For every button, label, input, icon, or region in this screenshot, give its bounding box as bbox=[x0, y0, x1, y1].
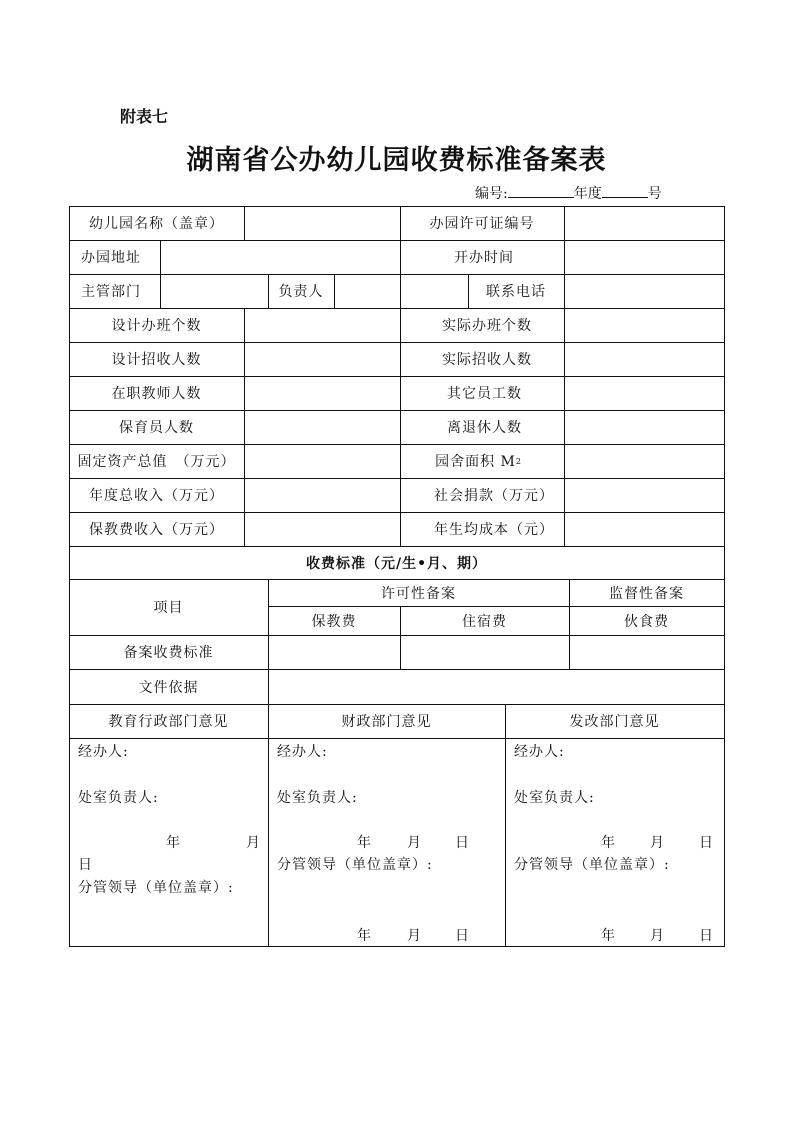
document-basis-label: 文件依据 bbox=[138, 679, 199, 696]
licensed-filing-header: 许可性备案 bbox=[381, 585, 456, 602]
actual-classes-field[interactable] bbox=[564, 308, 724, 342]
year-label: 年度 bbox=[573, 186, 602, 202]
cost-per-student-field[interactable] bbox=[564, 512, 724, 546]
kindergarten-name-field[interactable] bbox=[244, 206, 400, 240]
tuition-fee-field[interactable] bbox=[268, 635, 400, 669]
annex-label: 附表七 bbox=[120, 107, 169, 126]
year-text: 年 bbox=[166, 835, 181, 851]
finance-dept-header: 财政部门意见 bbox=[341, 714, 432, 730]
designed-enrollment-label: 设计招收人数 bbox=[111, 352, 202, 368]
building-area-field[interactable] bbox=[564, 444, 724, 478]
other-staff-field[interactable] bbox=[564, 376, 724, 410]
day-text: 日 bbox=[455, 928, 470, 944]
person-in-charge-field[interactable] bbox=[334, 274, 468, 308]
designed-enrollment-field[interactable] bbox=[244, 342, 400, 376]
year-field[interactable] bbox=[602, 183, 648, 198]
boarding-fee-header: 住宿费 bbox=[462, 613, 507, 630]
cost-per-student-label: 年生均成本（元） bbox=[434, 522, 554, 538]
address-field[interactable] bbox=[160, 240, 400, 274]
office-head-label: 处室负责人: bbox=[277, 790, 358, 806]
serial-line bbox=[475, 183, 662, 203]
handler-label: 经办人: bbox=[277, 744, 328, 760]
page-title: 湖南省公办幼儿园收费标准备案表 bbox=[186, 145, 607, 176]
retirees-label: 离退休人数 bbox=[447, 420, 522, 436]
authority-label: 主管部门 bbox=[81, 284, 141, 300]
month-text: 月 bbox=[650, 928, 665, 944]
fixed-assets-field[interactable] bbox=[244, 444, 400, 478]
fee-standard-title: 收费标准（元/生•月、期） bbox=[305, 555, 488, 572]
license-number-label: 办园许可证编号 bbox=[429, 216, 535, 232]
leader-seal-label: 分管领导（单位盖章）: bbox=[514, 857, 670, 873]
handler-label: 经办人: bbox=[78, 744, 129, 760]
year-text: 年 bbox=[601, 835, 616, 851]
tuition-income-field[interactable] bbox=[244, 512, 400, 546]
table-border-bottom bbox=[69, 946, 725, 947]
day-text: 日 bbox=[699, 928, 714, 944]
office-head-label: 处室负责人: bbox=[78, 790, 159, 806]
row-divider bbox=[69, 738, 725, 739]
building-area-label bbox=[400, 444, 564, 478]
opening-time-field[interactable] bbox=[564, 240, 724, 274]
day-text: 日 bbox=[78, 857, 93, 873]
actual-classes-label: 实际办班个数 bbox=[442, 318, 532, 334]
day-text: 日 bbox=[455, 835, 470, 851]
month-text: 月 bbox=[650, 835, 665, 851]
office-head-label: 处室负责人: bbox=[514, 790, 595, 806]
month-text: 月 bbox=[407, 835, 422, 851]
month-text: 月 bbox=[246, 835, 261, 851]
building-area-superscript: 2 bbox=[515, 456, 522, 466]
development-dept-header: 发改部门意见 bbox=[569, 714, 660, 730]
col-divider bbox=[505, 704, 506, 947]
meal-fee-header: 伙食费 bbox=[624, 613, 669, 630]
serial-number-field[interactable] bbox=[508, 183, 574, 198]
phone-label: 联系电话 bbox=[486, 284, 546, 300]
actual-enrollment-field[interactable] bbox=[564, 342, 724, 376]
filed-standard-label: 备案收费标准 bbox=[123, 645, 214, 661]
caregivers-field[interactable] bbox=[244, 410, 400, 444]
teachers-label: 在职教师人数 bbox=[111, 386, 202, 402]
supervised-filing-header: 监督性备案 bbox=[609, 585, 684, 602]
table-border-right bbox=[724, 206, 725, 947]
tuition-fee-header: 保教费 bbox=[311, 613, 357, 630]
year-text: 年 bbox=[601, 928, 616, 944]
caregivers-label: 保育员人数 bbox=[119, 420, 194, 436]
phone-field[interactable] bbox=[564, 274, 724, 308]
kindergarten-name-label: 幼儿园名称（盖章） bbox=[89, 216, 224, 232]
authority-field[interactable] bbox=[160, 274, 268, 308]
designed-classes-field[interactable] bbox=[244, 308, 400, 342]
year-text: 年 bbox=[357, 928, 372, 944]
annual-income-label: 年度总收入（万元） bbox=[89, 488, 224, 504]
address-label: 办园地址 bbox=[81, 250, 141, 266]
col-divider bbox=[268, 704, 269, 947]
license-number-field[interactable] bbox=[564, 206, 724, 240]
serial-label: 编号: bbox=[475, 186, 508, 202]
tuition-income-label: 保教费收入（万元） bbox=[89, 522, 224, 538]
leader-seal-label: 分管领导（单位盖章）: bbox=[78, 880, 234, 896]
month-text: 月 bbox=[407, 928, 422, 944]
building-area-text: 园舍面积 M bbox=[435, 454, 516, 470]
annual-income-field[interactable] bbox=[244, 478, 400, 512]
other-staff-label: 其它员工数 bbox=[447, 386, 522, 402]
donations-label: 社会捐款（万元） bbox=[434, 488, 554, 504]
item-label: 项目 bbox=[153, 600, 184, 616]
fixed-assets-label: 固定资产总值 （万元） bbox=[77, 454, 236, 470]
designed-classes-label: 设计办班个数 bbox=[111, 318, 202, 334]
document-basis-field[interactable] bbox=[268, 669, 724, 704]
actual-enrollment-label: 实际招收人数 bbox=[442, 352, 532, 368]
opening-time-label: 开办时间 bbox=[454, 250, 514, 266]
handler-label: 经办人: bbox=[514, 744, 565, 760]
retirees-field[interactable] bbox=[564, 410, 724, 444]
day-text: 日 bbox=[699, 835, 714, 851]
meal-fee-field[interactable] bbox=[569, 635, 724, 669]
person-in-charge-label: 负责人 bbox=[278, 284, 324, 300]
year-text: 年 bbox=[357, 835, 372, 851]
leader-seal-label: 分管领导（单位盖章）: bbox=[277, 857, 433, 873]
education-dept-header: 教育行政部门意见 bbox=[108, 714, 229, 730]
donations-field[interactable] bbox=[564, 478, 724, 512]
number-suffix: 号 bbox=[647, 186, 662, 202]
boarding-fee-field[interactable] bbox=[400, 635, 569, 669]
teachers-field[interactable] bbox=[244, 376, 400, 410]
